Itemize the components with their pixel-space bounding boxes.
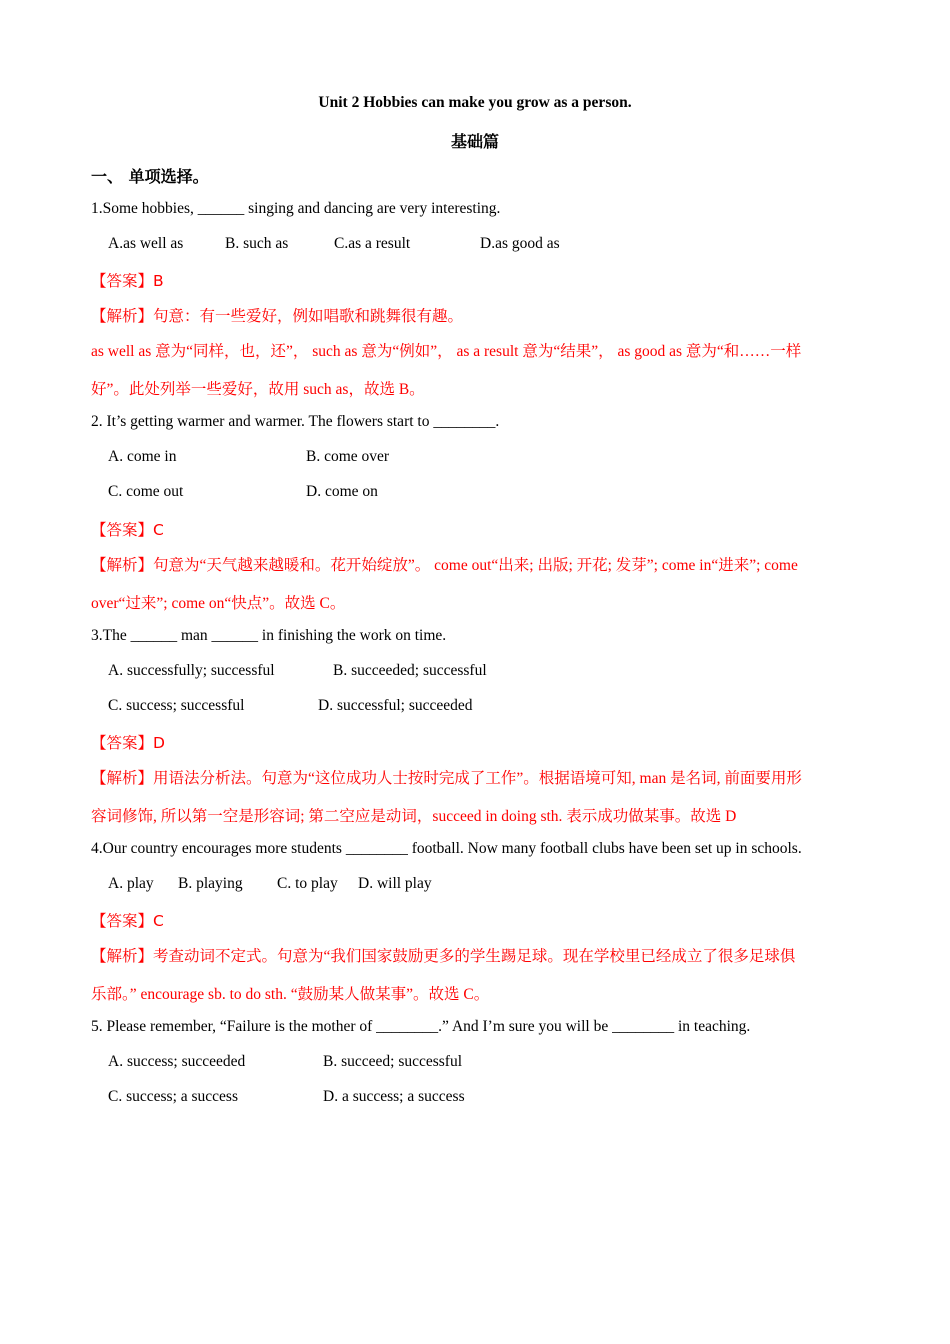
q5-option-b: B. succeed; successful [323,1053,463,1070]
q2-option-a: A. come in [108,448,177,465]
question-3-stem: 3.The ______ man ______ in finishing the work on time. [91,627,447,644]
q3-analysis-line-1: 【解析】用语法分析法。句意为“这位成功人士按时完成了工作”。根据语境可知, man 是名词, 前面要用形 [91,770,802,787]
q5-option-c: C. success; a success [108,1088,238,1105]
question-4-stem: 4.Our country encourages more students ________ football. Now many football clubs have been set up in schools. [91,840,802,857]
q3-option-a: A. successfully; successful [108,662,275,679]
q1-analysis-line-2: as well as 意为“同样，也，还”， such as 意为“例如”， as a result 意为“结果”， as good as 意为“和……一样 [91,343,802,360]
q3-option-d: D. successful; succeeded [318,697,473,714]
question-1-stem: 1.Some hobbies, ______ singing and dancing are very interesting. [91,200,501,217]
q2-option-d: D. come on [306,483,378,500]
q4-option-a: A. play [108,875,154,892]
q4-option-d: D. will play [358,875,432,892]
q4-analysis-line-1: 【解析】考查动词不定式。句意为“我们国家鼓励更多的学生踢足球。现在学校里已经成立了很多足球俱 [91,948,796,965]
q1-option-c: C.as a result [334,235,411,252]
q4-answer: 【答案】C [91,912,164,930]
q4-option-b: B. playing [178,875,243,892]
section-heading: 一、 单项选择。 [91,167,209,186]
q3-analysis-line-2: 容词修饰, 所以第一空是形容词; 第二空应是动词，succeed in doing sth. 表示成功做某事。故选 D [91,808,737,825]
q2-answer: 【答案】C [91,521,164,539]
q1-option-d: D.as good as [480,235,560,252]
q3-option-c: C. success; successful [108,697,245,714]
q5-option-a: A. success; succeeded [108,1053,246,1070]
q5-option-d: D. a success; a success [323,1088,465,1105]
q2-analysis-line-2: over“过来”; come on“快点”。故选 C。 [91,595,346,612]
q4-option-c: C. to play [277,875,338,892]
q2-analysis-line-1: 【解析】句意为“天气越来越暖和。花开始绽放”。 come out“出来; 出版; 开花; 发芽”; come in“进来”; come [91,557,798,574]
q3-option-b: B. succeeded; successful [333,662,487,679]
q1-option-a: A.as well as [108,235,184,252]
q3-answer: 【答案】D [91,734,165,752]
question-5-stem: 5. Please remember, “Failure is the mother of ________.” And I’m sure you will be ________ in teaching. [91,1018,751,1035]
q1-analysis-line-1: 【解析】句意：有一些爱好，例如唱歌和跳舞很有趣。 [91,307,464,325]
question-2-stem: 2. It’s getting warmer and warmer. The flowers start to ________. [91,413,500,430]
q2-option-c: C. come out [108,483,184,500]
page-subtitle: 基础篇 [450,132,499,151]
q4-analysis-line-2: 乐部。” encourage sb. to do sth. “鼓励某人做某事”。故选 C。 [91,986,490,1003]
page-title: Unit 2 Hobbies can make you grow as a person. [318,94,632,111]
q1-analysis-line-3: 好”。此处列举一些爱好，故用 such as，故选 B。 [91,381,425,398]
q1-option-b: B. such as [225,235,289,252]
q2-option-b: B. come over [306,448,390,465]
q1-answer: 【答案】B [91,272,164,290]
